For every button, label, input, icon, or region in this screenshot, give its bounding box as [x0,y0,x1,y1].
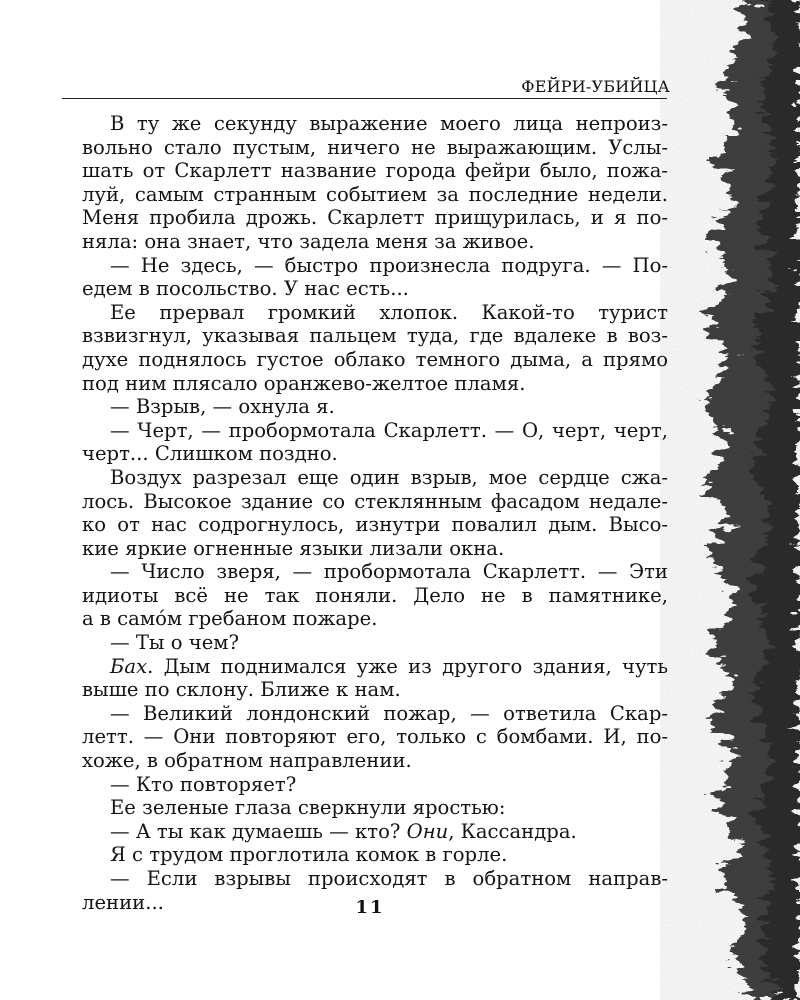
text-line: духе поднялось густое облако темного дыма, а прямо [82,347,668,371]
text-line: едем в посольство. У нас есть... [82,277,409,301]
text-line: ко от нас содрогнулось, изнутри повалил дым. Высо- [82,513,668,537]
text-line: — Ты о чем? [110,631,240,655]
text-line [82,820,668,844]
text-line: вольно стало пустым, ничего не выражающим. Услы- [82,135,668,159]
header-divider [62,98,667,99]
page-number: 11 [355,897,385,918]
text-line: — Не здесь, — быстро произнесла подруга. — По- [110,253,668,277]
text-line: под ним плясало оранжево-желтое пламя. [82,371,526,395]
text-line: — Кто повторяет? [110,772,297,796]
text-fragment: — А ты как думаешь — кто? [110,819,407,843]
grunge-edge-decoration [660,0,800,1000]
text-line: В ту же секунду выражение моего лица непроиз- [110,112,668,135]
text-line: кие яркие огненные языки лизали окна. [82,536,505,560]
text-line: выше по склону. Ближе к нам. [82,678,401,702]
text-line: — Великий лондонский пожар, — ответила Скар- [110,701,668,725]
text-line: луй, самым странным событием за последние недели. [82,182,668,206]
text-line: хоже, в обратном направлении. [82,749,412,773]
text-line: взвизгнул, указывая пальцем туда, где вдалеке в воз- [82,324,668,348]
text-line [82,655,668,679]
text-line: Ее прервал громкий хлопок. Какой-то турист [110,300,668,324]
text-line: Меня пробила дрожь. Скарлетт прищурилась, и я по- [82,206,668,230]
text-line: идиоты всё не так поняли. Дело не в памятнике, [82,583,668,607]
text-line: лении... [82,890,164,914]
text-fragment: , Кассандра. [448,819,577,843]
text-line: шать от Скарлетт название города фейри было, пожа- [82,159,668,183]
text-fragment: . Дым поднимался уже из другого здания, чуть [147,654,668,678]
text-line: черт... Слишком поздно. [82,442,338,466]
text-line: — Взрыв, — охнула я. [110,395,335,419]
text-line: Я с трудом проглотила комок в горле. [110,843,508,867]
text-line: — Число зверя, — пробормотала Скарлетт. — Эти [110,560,668,584]
text-line: — Черт, — пробормотала Скарлетт. — О, черт, черт, [110,418,668,442]
italic-word: Бах [110,654,148,678]
text-line: лось. Высокое здание со стеклянным фасадом недале- [82,489,668,513]
running-header-title: ФЕЙРИ-УБИЙЦА [521,77,670,96]
text-line: Ее зеленые глаза сверкнули яростью: [110,796,506,820]
text-line: летт. — Они повторяют его, только с бомбами. И, по- [82,725,668,749]
text-line: Воздух разрезал еще один взрыв, мое сердце сжа- [110,465,668,489]
body-text [82,112,668,914]
text-line: няла: она знает, что задела меня за живое. [82,229,535,253]
text-line: а в само́м гребаном пожаре. [82,607,378,631]
text-line: — Если взрывы происходят в обратном направ- [110,867,668,890]
italic-word: Они [406,819,449,843]
